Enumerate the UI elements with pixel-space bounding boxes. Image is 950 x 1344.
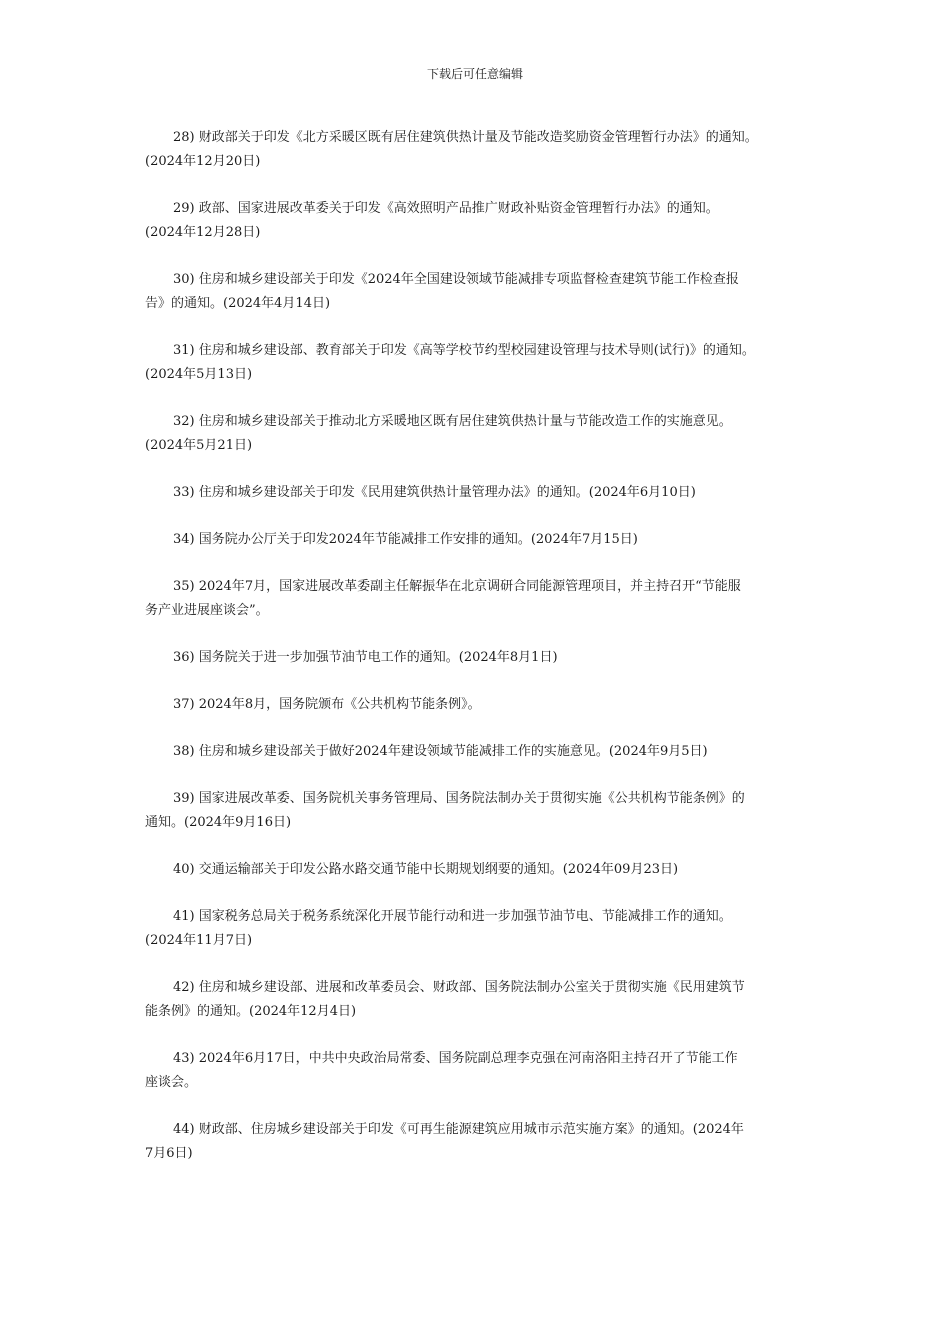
list-item: 41) 国家税务总局关于税务系统深化开展节能行动和进一步加强节油节电、节能减排工作的通知。 (2024年11月7日) bbox=[145, 909, 732, 948]
list-item: 44) 财政部、住房城乡建设部关于印发《可再生能源建筑应用城市示范实施方案》的通知。(2024年 7月6日) bbox=[145, 1122, 744, 1161]
list-item: 33) 住房和城乡建设部关于印发《民用建筑供热计量管理办法》的通知。(2024年6月10日) bbox=[173, 485, 696, 500]
list-item: 32) 住房和城乡建设部关于推动北方采暖地区既有居住建筑供热计量与节能改造工作的实施意见。 (2024年5月21日) bbox=[145, 414, 732, 453]
document-body bbox=[145, 126, 815, 1189]
list-item: 39) 国家进展改革委、国务院机关事务管理局、国务院法制办关于贯彻实施《公共机构节能条例》的 通知。(2024年9月16日) bbox=[145, 791, 745, 830]
list-item: 40) 交通运输部关于印发公路水路交通节能中长期规划纲要的通知。(2024年09月23日) bbox=[173, 862, 679, 877]
list-item: 36) 国务院关于进一步加强节油节电工作的通知。(2024年8月1日) bbox=[173, 650, 558, 665]
list-item: 38) 住房和城乡建设部关于做好2024年建设领域节能减排工作的实施意见。(2024年9月5日) bbox=[173, 744, 708, 759]
list-item: 43) 2024年6月17日，中共中央政治局常委、国务院副总理李克强在河南洛阳主持召开了节能工作 座谈会。 bbox=[145, 1051, 738, 1090]
list-item: 34) 国务院办公厅关于印发2024年节能减排工作安排的通知。(2024年7月15日) bbox=[173, 532, 638, 547]
list-item: 28) 财政部关于印发《北方采暖区既有居住建筑供热计量及节能改造奖励资金管理暂行办法》的通知。 (2024年12月20日) bbox=[145, 130, 758, 169]
list-item: 30) 住房和城乡建设部关于印发《2024年全国建设领域节能减排专项监督检查建筑节能工作检查报 告》的通知。(2024年4月14日) bbox=[145, 272, 739, 311]
list-item: 42) 住房和城乡建设部、进展和改革委员会、财政部、国务院法制办公室关于贯彻实施《民用建筑节 能条例》的通知。(2024年12月4日) bbox=[145, 980, 745, 1019]
list-item: 31) 住房和城乡建设部、教育部关于印发《高等学校节约型校园建设管理与技术导则(试行)》的通知。 (2024年5月13日) bbox=[145, 343, 755, 382]
list-item: 35) 2024年7月，国家进展改革委副主任解振华在北京调研合同能源管理项目，并主持召开“节能服 务产业进展座谈会”。 bbox=[145, 579, 741, 618]
list-item: 29) 政部、国家进展改革委关于印发《高效照明产品推广财政补贴资金管理暂行办法》的通知。 (2024年12月28日) bbox=[145, 201, 719, 240]
page-header: 下载后可任意编辑 bbox=[426, 67, 523, 81]
list-item: 37) 2024年8月，国务院颁布《公共机构节能条例》。 bbox=[173, 697, 481, 712]
